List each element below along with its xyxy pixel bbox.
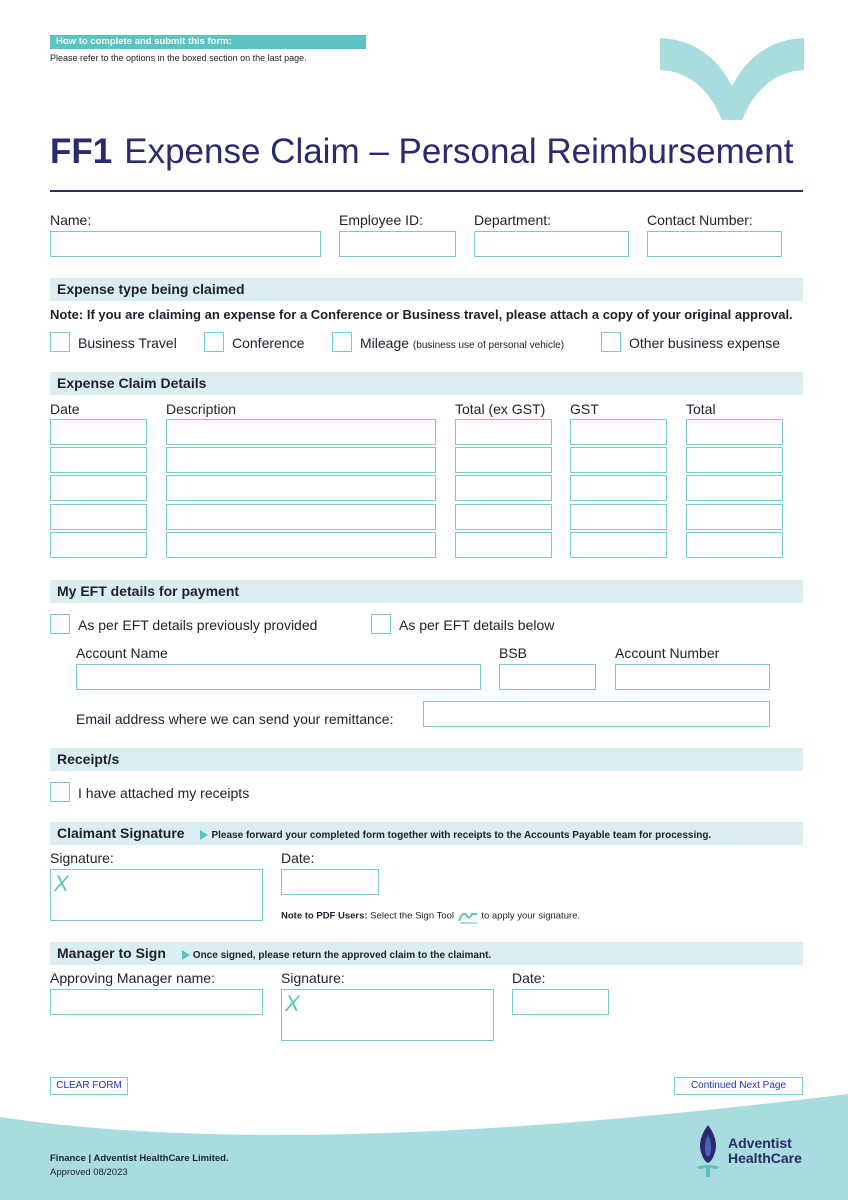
claim-row-5-total-input[interactable] [686,532,783,558]
claim-row-1-total-input[interactable] [686,419,783,445]
instructions-banner: How to complete and submit this form: [50,35,366,49]
claim-row-3-date-input[interactable] [50,475,147,501]
column-description: Description [166,401,237,417]
claim-row-2-date-input[interactable] [50,447,147,473]
claim-row-1-description-input[interactable] [166,419,436,445]
claim-row-4-gst-input[interactable] [570,504,667,530]
contact-number-input[interactable] [647,231,782,257]
column-total: Total [686,401,716,417]
claim-row-3-description-input[interactable] [166,475,436,501]
manager-heading-text: Manager to Sign [57,945,166,961]
claimant-hint [200,830,711,841]
manager-date-label: Date: [512,970,546,986]
claim-row-4-description-input[interactable] [166,504,436,530]
expense-type-heading: Expense type being claimed [50,278,803,301]
account-name-label: Account Name [76,645,168,661]
sign-tool-icon [457,908,479,924]
claimant-signature-label: Signature: [50,850,114,866]
manager-signature-field[interactable] [281,989,494,1041]
eft-below-checkbox[interactable] [371,614,391,634]
expense-details-heading: Expense Claim Details [50,372,803,395]
column-total-ex-gst: Total (ex GST) [455,401,546,417]
pdf-note-pre: Select the Sign Tool [370,910,455,922]
claim-row-5-total-ex-gst-input[interactable] [455,532,552,558]
contact-number-label: Contact Number: [647,212,753,228]
manager-name-label: Approving Manager name: [50,970,215,986]
name-input[interactable] [50,231,321,257]
adventist-flame-logo-icon [692,1123,724,1179]
page-title [50,132,793,172]
footer-org: Finance | Adventist HealthCare Limited. [50,1153,229,1164]
account-number-input[interactable] [615,664,770,690]
claim-row-5-date-input[interactable] [50,532,147,558]
department-label: Department: [474,212,552,228]
eft-below-label: As per EFT details below [399,617,555,633]
claim-row-5-gst-input[interactable] [570,532,667,558]
business-travel-label: Business Travel [78,335,177,351]
remittance-email-label: Email address where we can send your remittance: [76,711,394,727]
receipts-heading: Receipt/s [50,748,803,771]
claimant-date-label: Date: [281,850,315,866]
signature-x-mark: X [54,871,69,896]
logo-line-2: HealthCare [728,1150,802,1166]
claim-row-4-date-input[interactable] [50,504,147,530]
receipts-attached-label: I have attached my receipts [78,785,250,801]
eft-heading: My EFT details for payment [50,580,803,603]
clear-form-button[interactable]: CLEAR FORM [50,1077,128,1095]
claim-row-2-total-ex-gst-input[interactable] [455,447,552,473]
receipts-attached-checkbox[interactable] [50,782,70,802]
claimant-heading-text: Claimant Signature [57,825,185,841]
conference-checkbox[interactable] [204,332,224,352]
conference-label: Conference [232,335,305,351]
claim-row-1-gst-input[interactable] [570,419,667,445]
mileage-hint: (business use of personal vehicle) [412,340,565,351]
manager-hint-text: Once signed, please return the approved claim to the claimant. [192,950,492,961]
manager-date-input[interactable] [512,989,609,1015]
form-title: Expense Claim – Personal Reimbursement [124,132,794,171]
pdf-note-bold: Note to PDF Users: [281,910,368,922]
business-travel-checkbox[interactable] [50,332,70,352]
wings-decoration-icon [660,38,804,120]
claim-row-3-gst-input[interactable] [570,475,667,501]
other-expense-label: Other business expense [629,335,780,351]
claimant-hint-text: Please forward your completed form together with receipts to the Accounts Payable team for processing. [211,830,712,841]
claim-row-2-description-input[interactable] [166,447,436,473]
remittance-email-input[interactable] [423,701,770,727]
pdf-note-post: to apply your signature. [481,910,581,922]
account-number-label: Account Number [615,645,720,661]
footer-approved: Approved 08/2023 [50,1167,128,1178]
manager-hint [182,950,491,961]
mileage-checkbox[interactable] [332,332,352,352]
claim-row-4-total-ex-gst-input[interactable] [455,504,552,530]
claimant-signature-field[interactable] [50,869,263,921]
adventist-healthcare-logo-text [728,1136,802,1166]
bsb-label: BSB [499,645,528,661]
bsb-input[interactable] [499,664,596,690]
approval-note: Note: If you are claiming an expense for a Conference or Business travel, please attach a copy of your original approval. [50,307,793,322]
mileage-label-text: Mileage [360,335,410,351]
manager-signature-label: Signature: [281,970,345,986]
logo-line-1: Adventist [728,1135,792,1151]
department-input[interactable] [474,231,629,257]
column-date: Date [50,401,80,417]
employee-id-input[interactable] [339,231,456,257]
claim-row-3-total-ex-gst-input[interactable] [455,475,552,501]
claim-row-2-total-input[interactable] [686,447,783,473]
eft-previous-checkbox[interactable] [50,614,70,634]
title-divider [50,190,803,192]
pdf-users-note [281,908,580,924]
name-label: Name: [50,212,92,228]
claimant-date-input[interactable] [281,869,379,895]
instructions-subtext: Please refer to the options in the boxed section on the last page. [50,53,307,63]
signature-x-mark: X [285,991,300,1016]
claim-row-1-date-input[interactable] [50,419,147,445]
account-name-input[interactable] [76,664,481,690]
eft-previous-label: As per EFT details previously provided [78,617,318,633]
manager-sign-heading [50,942,803,965]
manager-name-input[interactable] [50,989,263,1015]
employee-id-label: Employee ID: [339,212,424,228]
play-arrow-icon [182,950,190,960]
claim-row-5-description-input[interactable] [166,532,436,558]
claim-row-3-total-input[interactable] [686,475,783,501]
claim-row-4-total-input[interactable] [686,504,783,530]
claim-row-2-gst-input[interactable] [570,447,667,473]
column-gst: GST [570,401,599,417]
play-arrow-icon [200,830,208,840]
continued-next-page-button[interactable]: Continued Next Page [674,1077,803,1095]
claimant-signature-heading [50,822,803,845]
form-code: FF1 [50,132,113,171]
other-expense-checkbox[interactable] [601,332,621,352]
mileage-label [360,335,564,351]
claim-row-1-total-ex-gst-input[interactable] [455,419,552,445]
